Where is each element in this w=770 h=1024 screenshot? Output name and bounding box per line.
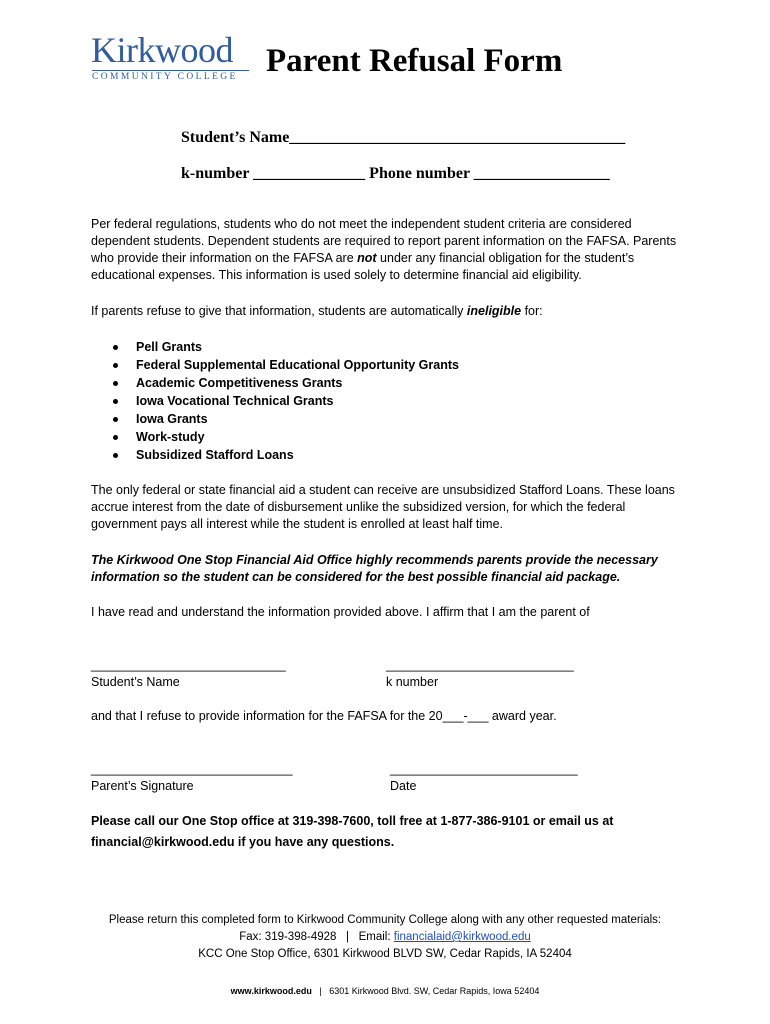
bullet-icon	[113, 345, 118, 350]
footer-separator: |	[319, 986, 322, 996]
student-name-signature-line[interactable]: ____________________________	[91, 658, 286, 672]
fax-number: Fax: 319-398-4928	[239, 931, 337, 943]
email-label: Email:	[358, 931, 391, 943]
list-item: Iowa Vocational Technical Grants	[91, 392, 459, 410]
bullet-icon	[113, 381, 118, 386]
return-instructions: Please return this completed form to Kirkwood Community College along with any other requested materials:	[108, 914, 662, 926]
list-item: Pell Grants	[91, 338, 459, 356]
loans-paragraph: The only federal or state financial aid a student can receive are unsubsidized Stafford Loans. These loans accrue interest from the date of disbursement unlike the subsidized version, for which the federal government pays all interest while the student is enrolled at least half time.	[91, 483, 675, 531]
list-item: Iowa Grants	[91, 410, 459, 428]
bullet-icon	[113, 363, 118, 368]
recommendation-paragraph: The Kirkwood One Stop Financial Aid Office highly recommends parents provide the necessary information so the student can be considered for the best possible financial aid package.	[91, 553, 658, 584]
return-address: KCC One Stop Office, 6301 Kirkwood BLVD SW, Cedar Rapids, IA 52404	[198, 948, 572, 960]
page-title: Parent Refusal Form	[266, 43, 563, 79]
bullet-icon	[113, 399, 118, 404]
student-name-label: Student’s Name	[91, 675, 180, 689]
ineligible-aid-list	[91, 338, 459, 464]
contact-paragraph: Please call our One Stop office at 319-398-7600, toll free at 1-877-386-9101 or email us at financial@kirkwood.edu if you have any questions.	[91, 814, 614, 849]
date-signature-line[interactable]: ___________________________	[390, 762, 578, 776]
bullet-icon	[113, 453, 118, 458]
intro-emphasis: not	[357, 251, 377, 265]
separator: |	[346, 931, 350, 943]
refuse-paragraph	[91, 303, 691, 320]
intro-text-end: under any financial obligation for the student’s educational expenses. This information is used solely to determine financial aid eligibility.	[91, 251, 635, 282]
bullet-icon	[113, 417, 118, 422]
intro-paragraph	[91, 216, 691, 284]
affirm-statement: I have read and understand the information provided above. I affirm that I am the parent of	[91, 605, 590, 619]
date-label: Date	[390, 779, 417, 793]
knumber-phone-field[interactable]: k-number ______________ Phone number _________________	[181, 165, 610, 182]
knumber-label: k number	[386, 675, 439, 689]
bullet-icon	[113, 435, 118, 440]
logo-wordmark: Kirkwood	[91, 30, 233, 70]
student-name-field[interactable]: Student’s Name__________________________________________	[181, 129, 626, 146]
list-item: Academic Competitiveness Grants	[91, 374, 459, 392]
intro-text: Per federal regulations, students who do not meet the independent student criteria are considered dependent students. Dependent students are required to report parent information on the FAFSA. Parents who provide their information on the FAFSA are	[91, 217, 677, 265]
refuse-text-end: for:	[521, 304, 543, 318]
parent-signature-label: Parent’s Signature	[91, 779, 194, 793]
page-footer	[0, 984, 770, 998]
logo-subtitle: COMMUNITY COLLEGE	[92, 72, 238, 82]
footer-address: 6301 Kirkwood Blvd. SW, Cedar Rapids, Iowa 52404	[329, 986, 540, 996]
refuse-emphasis: ineligible	[466, 304, 522, 318]
list-item: Subsidized Stafford Loans	[91, 446, 459, 464]
email-link[interactable]: financialaid@kirkwood.edu	[393, 931, 531, 943]
list-item: Work-study	[91, 428, 459, 446]
award-year-statement: and that I refuse to provide information for the FAFSA for the 20___-___ award year.	[91, 709, 557, 723]
footer-website[interactable]: www.kirkwood.edu	[230, 986, 312, 996]
return-contact-line	[0, 929, 770, 946]
list-item: Federal Supplemental Educational Opportunity Grants	[91, 356, 459, 374]
knumber-signature-line[interactable]: ___________________________	[386, 658, 574, 672]
parent-signature-line[interactable]: _____________________________	[91, 762, 293, 776]
refuse-text: If parents refuse to give that information, students are automatically	[91, 304, 467, 318]
